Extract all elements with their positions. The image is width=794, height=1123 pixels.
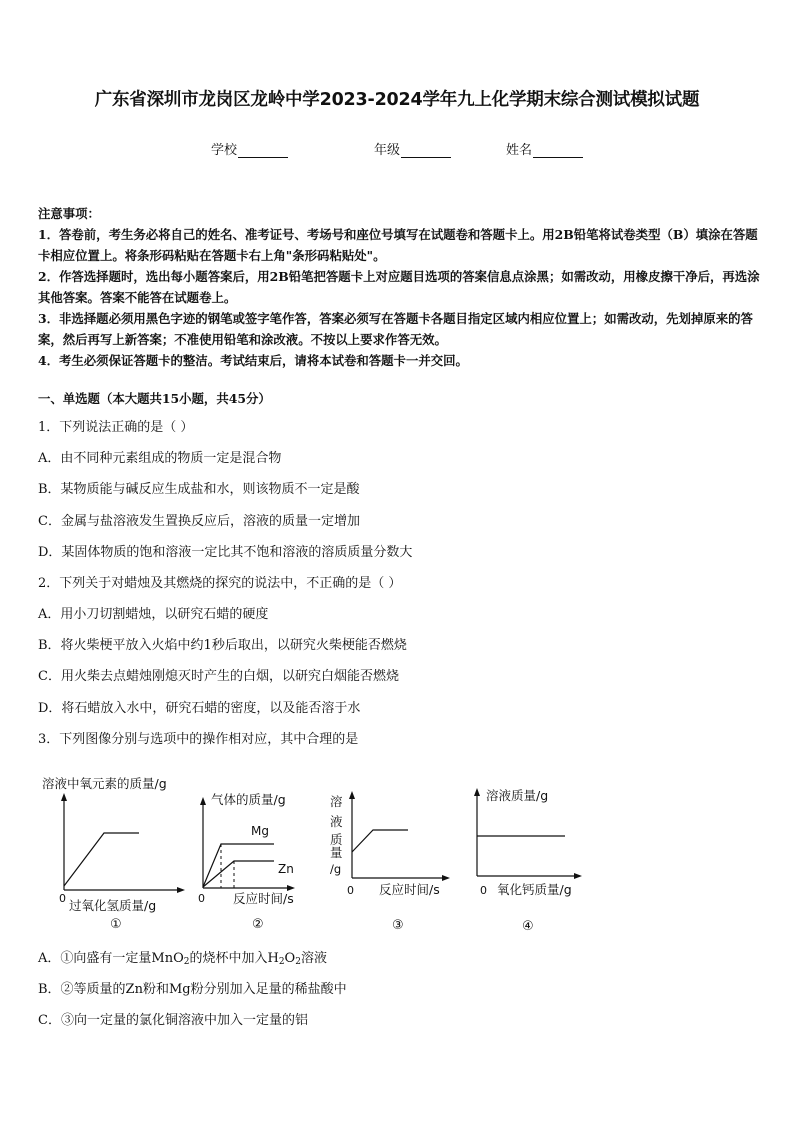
q1-option-a[interactable]: A．由不同种元素组成的物质一定是混合物 [38,451,282,466]
exam-title: 广东省深圳市龙岗区龙岭中学2023-2024学年九上化学期末综合测试模拟试题 [94,90,700,110]
q3-option-a[interactable]: A．①向盛有一定量MnO$_2$的烧杯中加入$H_2O_2$溶液 [38,951,327,967]
note-item: 1．答卷前，考生务必将自己的姓名、准考证号、考场号和座位号填写在试题卷和答题卡上。用2B铅笔将试卷类型（B）填涂在答题卡相应位置上。将条形码粘贴在答题卡右上角"条形码粘贴处"。 [38,227,758,263]
q3-graphs-figure [0,760,794,940]
graph-2 [198,792,295,932]
graph-3-ylabel-3: 质 [330,832,343,847]
notes-heading: 注意事项： [38,206,100,221]
q1-option-d[interactable]: D．某固体物质的饱和溶液一定比其不饱和溶液的溶质质量分数大 [38,545,413,560]
graph-3-ylabel-4: 量 [330,845,343,860]
graph-2-origin: 0 [198,892,205,905]
grade-field[interactable]: 年级 [374,139,451,158]
question-2-stem: 2．下列关于对蜡烛及其燃烧的探究的说法中，不正确的是（ ） [38,576,402,591]
graph-4-x-arrow [574,873,582,879]
graph-1-number: ① [110,917,122,932]
graph-2-y-arrow [200,797,206,805]
name-field[interactable]: 姓名 [506,139,583,158]
school-field[interactable]: 学校 [211,139,288,158]
note-item: 4．考生必须保证答题卡的整洁。考试结束后，请将本试卷和答题卡一并交回。 [38,353,468,368]
graph-1-x-arrow [177,887,185,893]
graph-1-ylabel: 溶液中氧元素的质量/g [42,776,167,791]
q2-option-a[interactable]: A．用小刀切割蜡烛，以研究石蜡的硬度 [38,607,269,622]
graph-3-x-arrow [442,875,450,881]
graph-2-number: ② [252,917,264,932]
graph-4 [474,788,582,934]
graph-3-curve [352,830,408,852]
graph-2-zn-label: Zn [278,862,294,876]
graph-3-y-arrow [349,791,355,799]
graph-3-xlabel: 反应时间/s [379,882,440,897]
graph-3 [330,791,450,933]
q1-option-b[interactable]: B．某物质能与碱反应生成盐和水，则该物质不一定是酸 [38,482,360,497]
graph-2-mg-line [203,844,274,887]
q2-option-b[interactable]: B．将火柴梗平放入火焰中约1秒后取出，以研究火柴梗能否燃烧 [38,638,407,653]
graph-2-ylabel: 气体的质量/g [211,792,286,807]
graph-4-origin: 0 [480,884,487,897]
exam-notes [38,203,760,371]
q3-option-b[interactable]: B．②等质量的Zn粉和Mg粉分别加入足量的稀盐酸中 [38,982,347,997]
graph-1-xlabel: 过氧化氢质量/g [69,898,157,913]
graph-1-y-arrow [61,793,67,801]
q3-option-c[interactable]: C．③向一定量的氯化铜溶液中加入一定量的铝 [38,1013,308,1028]
graph-3-ylabel-5: /g [330,862,342,876]
q2-option-d[interactable]: D．将石蜡放入水中，研究石蜡的密度，以及能否溶于水 [38,701,361,716]
graph-4-number: ④ [522,919,534,934]
question-1-stem: 1．下列说法正确的是（ ） [38,420,194,435]
q2-option-c[interactable]: C．用火柴去点蜡烛刚熄灭时产生的白烟，以研究白烟能否燃烧 [38,669,399,684]
graph-2-mg-label: Mg [251,824,269,838]
q1-option-c[interactable]: C．金属与盐溶液发生置换反应后，溶液的质量一定增加 [38,514,360,529]
graph-1-origin: 0 [59,892,66,905]
graph-4-y-arrow [474,788,480,796]
graph-4-ylabel: 溶液质量/g [486,788,549,803]
graph-3-number: ③ [392,918,404,933]
graph-1-curve [64,833,139,886]
graph-1 [42,776,185,932]
note-item: 3．非选择题必须用黑色字迹的钢笔或签字笔作答，答案必须写在答题卡各题目指定区域内相应位置上；如需改动，先划掉原来的答案，然后再写上新答案；不准使用铅笔和涂改液。不按以上要求作答无效。 [38,311,753,347]
student-info-row [0,139,794,161]
graph-3-ylabel-1: 溶 [330,794,343,809]
note-item: 2．作答选择题时，选出每小题答案后，用2B铅笔把答题卡上对应题目选项的答案信息点涂黑；如需改动，用橡皮擦干净后，再选涂其他答案。答案不能答在试题卷上。 [38,269,760,305]
question-3-stem: 3．下列图像分别与选项中的操作相对应，其中合理的是 [38,732,359,747]
graph-2-zn-line [203,861,274,887]
graph-4-xlabel: 氧化钙质量/g [497,882,572,897]
graph-3-ylabel-2: 液 [330,814,343,829]
graph-2-xlabel: 反应时间/s [233,891,294,906]
section-title: 一、单选题（本大题共15小题，共45分） [38,391,271,406]
graph-3-origin: 0 [347,884,354,897]
